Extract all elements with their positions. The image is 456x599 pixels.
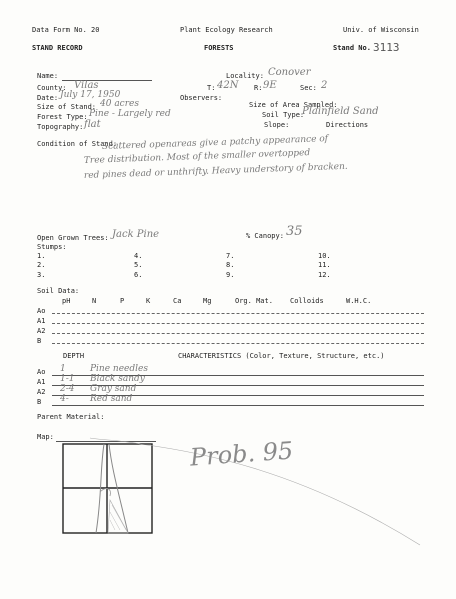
t-label: T: [207,84,216,92]
size-of-stand-label: Size of Stand: [37,103,97,111]
soil-row-ao: Ao [37,307,46,315]
condition-line-1: Scattered openareas give a patchy appearance of [101,134,329,152]
stump-10: 10. [318,252,331,260]
soil-col-p: P [120,297,125,305]
depth-label: DEPTH [63,352,85,360]
forests-heading: FORESTS [204,44,234,52]
forest-type-label: Forest Type: [37,113,88,121]
sec-label: Sec: [300,84,317,92]
profile-depth-a1: 1-1 [60,374,75,384]
profile-depth-b: 4- [60,394,69,404]
r-label: R: [254,84,263,92]
stand-no-value: 3113 [373,41,400,54]
name-label: Name: [37,72,59,80]
topography-label: Topography: [37,123,84,131]
condition-line-3: red pines dead or unthrifty. Heavy understory of bracken. [83,161,348,181]
stump-5: 5. [134,261,143,269]
form-number: Data Form No. 20 [32,26,100,34]
profile-desc-b: Red sand [90,394,133,404]
canopy-value: 35 [286,224,303,239]
soil-row-b: B [37,337,42,345]
map-label: Map: [37,433,54,441]
county-value: Vilas [74,80,99,91]
soil-col-whc: W.H.C. [346,297,372,305]
university: Univ. of Wisconsin [343,26,419,34]
t-value: 42N [217,80,239,91]
stand-no-label: Stand No. [333,44,371,52]
stump-1: 1. [37,252,46,260]
soil-type-label: Soil Type: [262,111,305,119]
locality-value: Conover [268,67,311,78]
stump-3: 3. [37,271,46,279]
soil-col-n: N [92,297,97,305]
soil-col-k: K [146,297,151,305]
observers-label: Observers: [180,94,223,102]
forest-type-value: Pine - Largely red [89,109,171,119]
soil-col-ph: pH [62,297,71,305]
slope-label: Slope: [264,121,290,129]
stump-12: 12. [318,271,331,279]
stumps-label: Stumps: [37,243,67,251]
date-label: Date: [37,94,59,102]
area-sampled-label: Size of Area Sampled: [249,101,338,109]
date-value: July 17, 1950 [60,90,121,100]
profile-desc-ao: Pine needles [90,364,148,374]
profile-depth-ao: 1 [60,364,66,374]
directions-label: Directions [326,121,369,129]
stump-7: 7. [226,252,235,260]
profile-depth-a2: 2-4 [60,384,75,394]
locality-label: Locality: [226,72,264,80]
r-value: 9E [263,80,277,91]
profile-h-a1: A1 [37,378,46,386]
open-grown-trees-label: Open Grown Trees: [37,234,109,242]
soil-type-value: Plainfield Sand [302,106,379,117]
profile-h-b: B [37,398,42,406]
soil-col-mg: Mg [203,297,212,305]
profile-h-a2: A2 [37,388,46,396]
stump-9: 9. [226,271,235,279]
stand-record-heading: STAND RECORD [32,44,83,52]
profile-h-ao: Ao [37,368,46,376]
parent-material-label: Parent Material: [37,413,105,421]
stump-8: 8. [226,261,235,269]
soil-col-org-mat: Org. Mat. [235,297,273,305]
soil-data-label: Soil Data: [37,287,80,295]
canopy-label: % Canopy: [246,232,284,240]
soil-row-a2: A2 [37,327,46,335]
soil-col-colloids: Colloids [290,297,324,305]
profile-desc-a2: Gray sand [90,384,137,394]
county-label: County: [37,84,67,92]
open-grown-trees-value: Jack Pine [112,229,160,240]
stump-4: 4. [134,252,143,260]
probability-annotation: Prob. 95 [189,436,295,472]
characteristics-label: CHARACTERISTICS (Color, Texture, Structure, etc.) [178,352,385,360]
soil-col-ca: Ca [173,297,182,305]
stump-2: 2. [37,261,46,269]
stump-11: 11. [318,261,331,269]
size-of-stand-value: 40 acres [100,99,139,109]
profile-desc-a1: Black sandy [90,374,145,384]
soil-row-a1: A1 [37,317,46,325]
condition-line-2: Tree distribution. Most of the smaller overtopped [83,148,311,166]
topography-value: flat [84,119,101,130]
form-title: Plant Ecology Research [180,26,273,34]
stump-6: 6. [134,271,143,279]
sec-value: 2 [321,80,328,91]
condition-label: Condition of Stand: [37,140,118,148]
